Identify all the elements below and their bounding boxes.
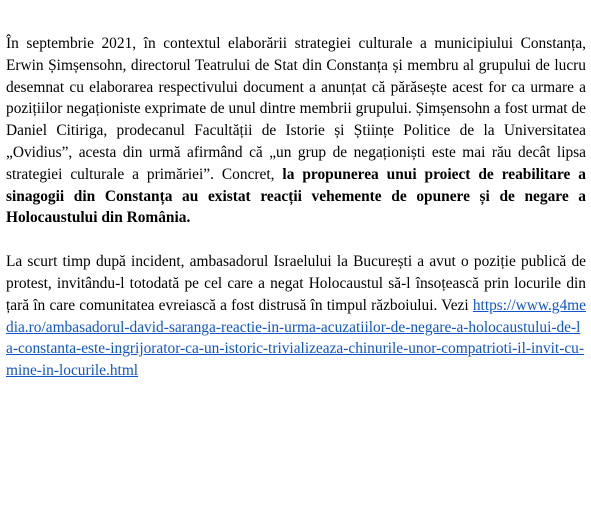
paragraph-strategy [6,33,586,229]
paragraph-strategy-bold-text: la propunerea unui proiect de reabilitare a sinagogii din Constanța au existat reacții vehemente de opunere și de negare a Holocaustului din România. [6,165,586,227]
paragraph-strategy-text: În septembrie 2021, în contextul elaborării strategiei culturale a municipiului Constanța, Erwin Șimșensohn, directorul Teatrului de Stat din Constanța și membru al grupului de lucru desemnat cu elaborarea respectivului document a anunțat că părăsește acest for ca urmare a pozițiilor negaționiste exprimate de unul dintre membrii grupului. Șimșensohn a fost urmat de Daniel Citiriga, prodecanul Facultății de Istorie și Științe Politice de la Universitatea „Ovidius”, acesta din urmă afirmând că „un grup de negaționiști este mai rău decât lipsa strategiei culturale a primăriei”. Concret, [6,35,586,183]
g4media-article-link[interactable]: https://www.g4media.ro/ambasadorul-david-saranga-reactie-in-urma-acuzatiilor-de-negare-a-holocaustului-de-la-constanta-este-ingrijorator-ca-un-istoric-trivializeaza-chinurile-unor-compatrioti-il-invit-cu-mine-in-locurile.html [6,296,586,380]
document-body [6,33,586,382]
paragraph-ambassador-text: La scurt timp după incident, ambasadorul Israelului la București a avut o poziție publică de protest, invitându-l totodată pe cel care a negat Holocaustul să-l însoțească prin locurile din țară în care comunitatea evreiască a fost distrusă în timpul războiului. Vezi [6,253,586,314]
paragraph-ambassador [6,251,586,382]
